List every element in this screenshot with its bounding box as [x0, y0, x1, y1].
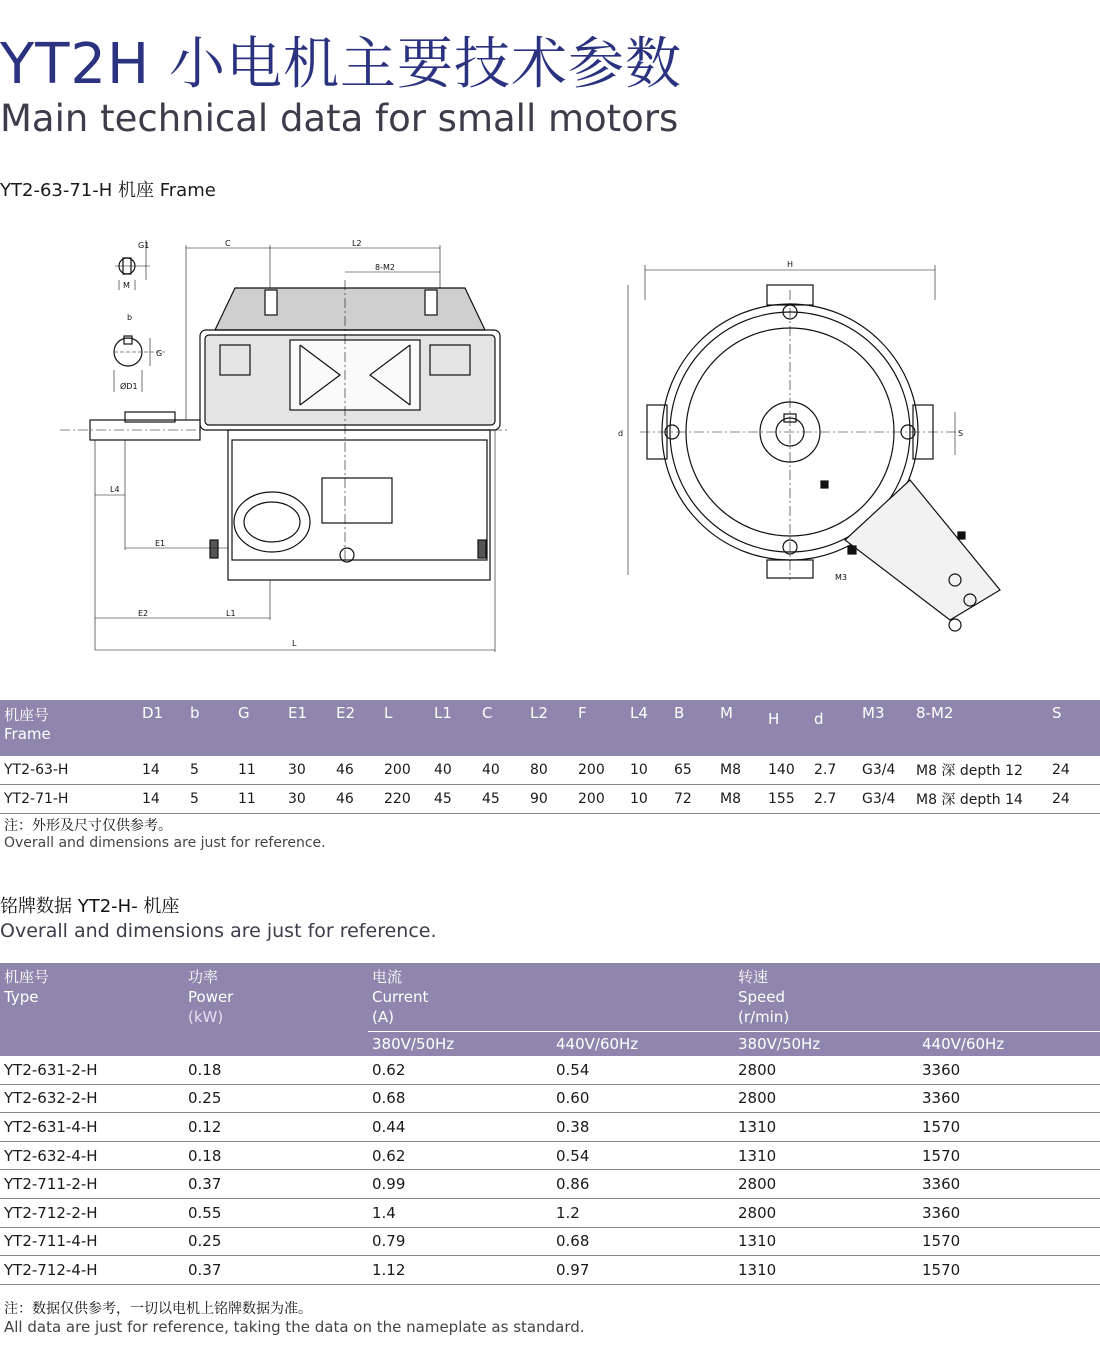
cell: 3360 [918, 1170, 1100, 1199]
cell: 0.25 [184, 1227, 368, 1256]
cell-frame: YT2-63-H [0, 756, 138, 785]
cell: 24 [1048, 785, 1100, 814]
cell: 24 [1048, 756, 1100, 785]
cell: 2.7 [810, 756, 858, 785]
cell: 0.18 [184, 1056, 368, 1084]
cell: 1310 [734, 1227, 918, 1256]
col-speed: 转速 Speed (r/min) [734, 963, 1100, 1032]
cell: 0.62 [368, 1056, 552, 1084]
cell: 0.68 [368, 1084, 552, 1113]
cell: 0.79 [368, 1227, 552, 1256]
cell: 155 [764, 785, 810, 814]
dim-label-m3: M3 [835, 573, 847, 582]
cell: 72 [670, 785, 716, 814]
cell: 46 [332, 756, 380, 785]
cell: 0.62 [368, 1141, 552, 1170]
col-frame: 机座号 Frame [0, 700, 138, 756]
dim-label-8m2: 8-M2 [375, 263, 395, 272]
note2-cn: 注：数据仅供参考，一切以电机上铭牌数据为准。 [4, 1301, 312, 1317]
cell: 0.18 [184, 1141, 368, 1170]
cell: 3360 [918, 1198, 1100, 1227]
nameplate-table-header [0, 963, 1100, 1032]
cell: G3/4 [858, 785, 912, 814]
motor-front-view [628, 265, 1000, 631]
cell: 1570 [918, 1141, 1100, 1170]
col-b-upper: B [670, 700, 716, 756]
col-d: d [810, 700, 858, 756]
cell: G3/4 [858, 756, 912, 785]
cell: 0.68 [552, 1227, 734, 1256]
cell: 14 [138, 756, 186, 785]
cell: 80 [526, 756, 574, 785]
col-h: H [764, 700, 810, 756]
note-reference [4, 815, 326, 851]
cell: 200 [380, 756, 430, 785]
cell: 46 [332, 785, 380, 814]
col-current-440v: 440V/60Hz [552, 1032, 734, 1057]
cell: M8 深 depth 14 [912, 785, 1048, 814]
col-l4: L4 [626, 700, 670, 756]
cell: 0.54 [552, 1056, 734, 1084]
dim-label-l2: L2 [352, 239, 362, 248]
page-subtitle: Main technical data for small motors [0, 97, 679, 140]
cell-type: YT2-712-4-H [0, 1256, 184, 1285]
cell-type: YT2-631-4-H [0, 1113, 184, 1142]
nameplate-heading-en: Overall and dimensions are just for reference. [0, 920, 437, 942]
dim-label-s: S [958, 429, 964, 438]
dim-label-g: G [156, 349, 163, 358]
cell: 1310 [734, 1141, 918, 1170]
col-m3: M3 [858, 700, 912, 756]
cell-type: YT2-632-4-H [0, 1141, 184, 1170]
col-l: L [380, 700, 430, 756]
cell: 45 [430, 785, 478, 814]
frame-heading: YT2-63-71-H 机座 Frame [0, 180, 216, 201]
cell: 1570 [918, 1256, 1100, 1285]
cell: 0.37 [184, 1170, 368, 1199]
motor-drawing [0, 222, 1100, 662]
note-nameplate [4, 1298, 585, 1336]
dim-label-c: C [225, 239, 231, 248]
table-row [0, 756, 1100, 785]
cell: 3360 [918, 1084, 1100, 1113]
cell-type: YT2-631-2-H [0, 1056, 184, 1084]
table-row [0, 785, 1100, 814]
table-row [0, 1113, 1100, 1142]
dim-label-l: L [292, 639, 297, 648]
cell: 5 [186, 756, 234, 785]
cell: 200 [574, 756, 626, 785]
dim-label-d: d [618, 429, 624, 438]
cell: 3360 [918, 1056, 1100, 1084]
cell: 1310 [734, 1113, 918, 1142]
col-d1: D1 [138, 700, 186, 756]
table-row [0, 1056, 1100, 1084]
note2-en: All data are just for reference, taking the data on the nameplate as standard. [4, 1318, 585, 1336]
cell: 0.97 [552, 1256, 734, 1285]
cell: 0.25 [184, 1084, 368, 1113]
col-b: b [186, 700, 234, 756]
cell: 30 [284, 785, 332, 814]
cell: 11 [234, 756, 284, 785]
cell: 1570 [918, 1113, 1100, 1142]
col-l2: L2 [526, 700, 574, 756]
cell: 0.37 [184, 1256, 368, 1285]
col-m: M [716, 700, 764, 756]
col-8m2: 8-M2 [912, 700, 1048, 756]
cell: 1310 [734, 1256, 918, 1285]
cell: 11 [234, 785, 284, 814]
cell: 10 [626, 785, 670, 814]
col-current: 电流 Current (A) [368, 963, 734, 1032]
note-cn: 注：外形及尺寸仅供参考。 [4, 818, 172, 834]
col-speed-380v: 380V/50Hz [734, 1032, 918, 1057]
dim-label-d1: ØD1 [120, 382, 138, 391]
col-e2: E2 [332, 700, 380, 756]
table-row [0, 1084, 1100, 1113]
cell: 10 [626, 756, 670, 785]
cell: 0.55 [184, 1198, 368, 1227]
col-speed-440v: 440V/60Hz [918, 1032, 1100, 1057]
cell: 2800 [734, 1084, 918, 1113]
col-e1: E1 [284, 700, 332, 756]
dim-label-l1: L1 [226, 609, 236, 618]
cell: 0.99 [368, 1170, 552, 1199]
cell: 0.12 [184, 1113, 368, 1142]
col-c: C [478, 700, 526, 756]
dimension-table [0, 700, 1100, 814]
table-row [0, 1170, 1100, 1199]
cell: 2800 [734, 1198, 918, 1227]
cell: 40 [430, 756, 478, 785]
cell: 2800 [734, 1170, 918, 1199]
cell: 0.44 [368, 1113, 552, 1142]
col-power: 功率 Power (kW) [184, 963, 368, 1056]
cell: 2.7 [810, 785, 858, 814]
table-row [0, 1198, 1100, 1227]
cell: 1.4 [368, 1198, 552, 1227]
dim-label-e2: E2 [138, 609, 149, 618]
cell-type: YT2-712-2-H [0, 1198, 184, 1227]
col-f: F [574, 700, 626, 756]
col-current-380v: 380V/50Hz [368, 1032, 552, 1057]
cell: M8 [716, 785, 764, 814]
dim-label-l4: L4 [110, 485, 120, 494]
cell: 220 [380, 785, 430, 814]
dim-label-e1: E1 [155, 539, 166, 548]
cell: M8 [716, 756, 764, 785]
cell: 90 [526, 785, 574, 814]
cell: 140 [764, 756, 810, 785]
table-row [0, 1227, 1100, 1256]
cell: 0.38 [552, 1113, 734, 1142]
cell: 1.12 [368, 1256, 552, 1285]
cell: 65 [670, 756, 716, 785]
cell: 200 [574, 785, 626, 814]
cell-type: YT2-711-4-H [0, 1227, 184, 1256]
nameplate-section-heading [0, 892, 437, 942]
cell-type: YT2-632-2-H [0, 1084, 184, 1113]
page-title: YT2H 小电机主要技术参数 [0, 32, 682, 97]
col-s: S [1048, 700, 1100, 756]
col-g: G [234, 700, 284, 756]
cell: 1570 [918, 1227, 1100, 1256]
cell: 0.86 [552, 1170, 734, 1199]
cell-frame: YT2-71-H [0, 785, 138, 814]
cell: 30 [284, 756, 332, 785]
table-row [0, 1141, 1100, 1170]
table-row [0, 1256, 1100, 1285]
cell: 14 [138, 785, 186, 814]
cell: 5 [186, 785, 234, 814]
dim-label-h: H [787, 260, 794, 269]
note-en: Overall and dimensions are just for reference. [4, 835, 326, 851]
cell: 2800 [734, 1056, 918, 1084]
cell: 45 [478, 785, 526, 814]
col-type: 机座号 Type [0, 963, 184, 1056]
col-l1: L1 [430, 700, 478, 756]
dim-label-g1: G1 [138, 241, 150, 250]
cell: 1.2 [552, 1198, 734, 1227]
dim-label-b: b [127, 313, 133, 322]
motor-side-view [60, 245, 510, 652]
cell: 0.60 [552, 1084, 734, 1113]
nameplate-heading-cn: 铭牌数据 YT2-H- 机座 [0, 896, 180, 917]
cell-type: YT2-711-2-H [0, 1170, 184, 1199]
cell: 0.54 [552, 1141, 734, 1170]
dimension-table-header [0, 700, 1100, 756]
cell: 40 [478, 756, 526, 785]
nameplate-table [0, 963, 1100, 1285]
cell: M8 深 depth 12 [912, 756, 1048, 785]
dim-label-m: M [123, 281, 130, 290]
